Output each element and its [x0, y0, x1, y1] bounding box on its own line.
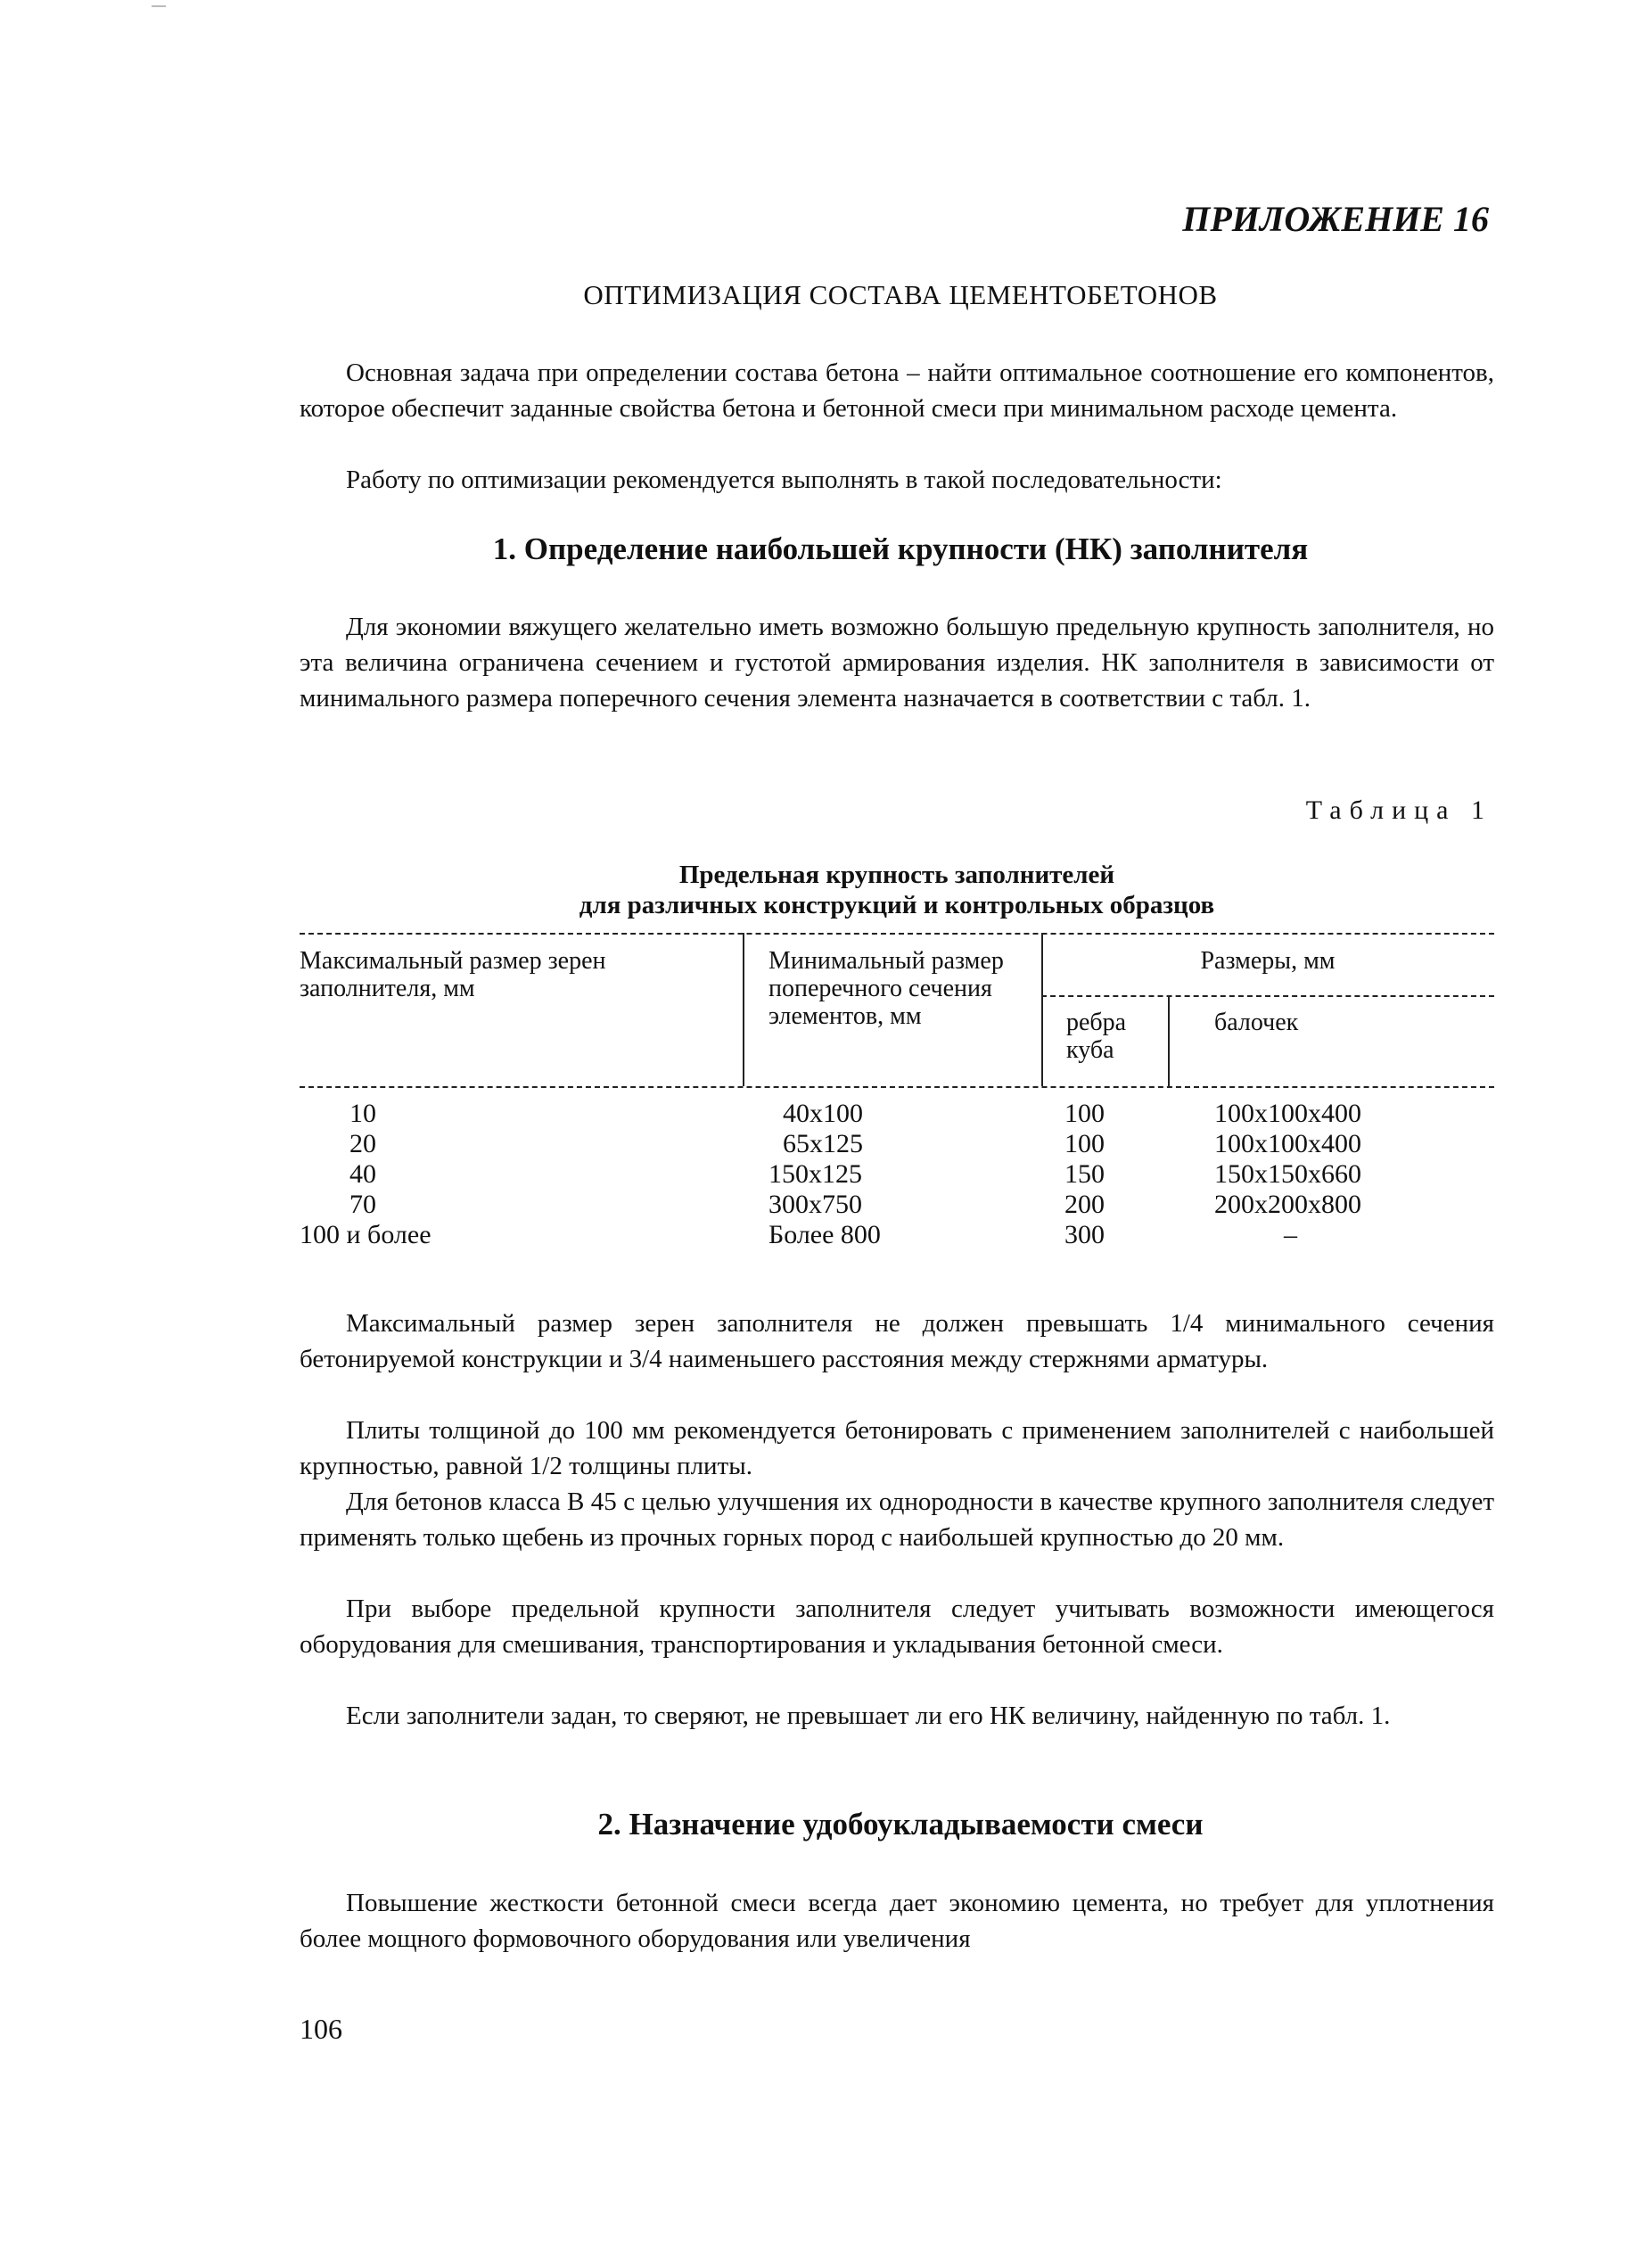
- table-caption: [300, 860, 1494, 920]
- cell-beam-size: –: [1284, 1220, 1297, 1249]
- cell-grain-size: 40: [349, 1159, 376, 1189]
- header-cube-edge: ребра куба: [1066, 1009, 1127, 1064]
- cell-grain-size: 70: [349, 1190, 376, 1219]
- appendix-label: ПРИЛОЖЕНИЕ 16: [1182, 199, 1489, 239]
- page-number: 106: [300, 2013, 342, 2045]
- body-paragraph-2: Плиты толщиной до 100 мм рекомендуется бетонировать с применением заполнителей с наибольшей крупностью, равной 1/2 толщины плиты.: [300, 1416, 1494, 1480]
- cell-cube-edge: 200: [1064, 1190, 1105, 1219]
- body-paragraph-5: Если заполнители задан, то сверяют, не превышает ли его НК величину, найденную по табл. 1.: [346, 1702, 1391, 1730]
- cell-min-section: 65х125: [783, 1129, 863, 1158]
- cell-cube-edge: 150: [1064, 1159, 1105, 1189]
- cell-cube-edge: 300: [1064, 1220, 1105, 1249]
- table-subheader-rule: [1041, 995, 1494, 997]
- table-column-divider-1: [743, 933, 744, 1086]
- body-paragraph-3: Для бетонов класса В 45 с целью улучшения их однородности в качестве крупного заполнителя следует применять только щебень из прочных горных пород с наибольшей крупностью до 20 мм.: [300, 1487, 1494, 1552]
- table-column-divider-3: [1168, 995, 1170, 1086]
- section-2-heading: 2. Назначение удобоукладываемости смеси: [597, 1807, 1204, 1842]
- cell-cube-edge: 100: [1064, 1129, 1105, 1158]
- cell-min-section: 150х125: [768, 1159, 862, 1189]
- document-title: ОПТИМИЗАЦИЯ СОСТАВА ЦЕМЕНТОБЕТОНОВ: [583, 279, 1218, 310]
- intro-paragraph-2: Работу по оптимизации рекомендуется выполнять в такой последовательности:: [346, 466, 1222, 494]
- cell-min-section: Более 800: [768, 1220, 881, 1249]
- header-max-grain-size: Максимальный размер зерен заполнителя, мм: [300, 947, 606, 1002]
- scan-artifact: [152, 5, 166, 7]
- table-label: Таблица 1: [1305, 795, 1492, 825]
- cell-grain-size: 10: [349, 1099, 376, 1128]
- cell-beam-size: 150х150х660: [1214, 1159, 1361, 1189]
- cell-grain-size: 100 и более: [300, 1220, 431, 1249]
- header-min-section: Минимальный размер поперечного сечения элементов, мм: [768, 947, 1004, 1030]
- table-header-bottom-rule: [300, 1086, 1494, 1088]
- body-paragraph-4: При выборе предельной крупности заполнителя следует учитывать возможности имеющегося оборудования для смешивания, транспортирования и укладывания бетонной смеси.: [300, 1594, 1494, 1659]
- table-caption-line-2: для различных конструкций и контрольных образцов: [579, 891, 1215, 919]
- cell-beam-size: 200х200х800: [1214, 1190, 1361, 1219]
- section-1-paragraph: Для экономии вяжущего желательно иметь возможно большую предельную крупность заполнителя, но эта величина ограничена сечением и густотой армирования изделия. НК заполнителя в зависимости от минимального размера поперечного сечения элемента назначается в соответствии с табл. 1.: [300, 613, 1494, 713]
- cell-beam-size: 100х100х400: [1214, 1129, 1361, 1158]
- section-2-paragraph: Повышение жесткости бетонной смеси всегда дает экономию цемента, но требует для уплотнения более мощного формовочного оборудования или увеличения: [300, 1889, 1494, 1953]
- table-caption-line-1: Предельная крупность заполнителей: [678, 861, 1115, 889]
- cell-grain-size: 20: [349, 1129, 376, 1158]
- body-paragraph-1: Максимальный размер зерен заполнителя не должен превышать 1/4 минимального сечения бетонируемой конструкции и 3/4 наименьшего расстояния между стержнями арматуры.: [300, 1309, 1494, 1373]
- intro-paragraph-1: Основная задача при определении состава бетона – найти оптимальное соотношение его компонентов, которое обеспечит заданные свойства бетона и бетонной смеси при минимальном расходе цемента.: [300, 358, 1494, 423]
- section-1-heading: 1. Определение наибольшей крупности (НК) заполнителя: [492, 531, 1309, 566]
- cell-beam-size: 100х100х400: [1214, 1099, 1361, 1128]
- header-sizes-group: Размеры, мм: [1200, 947, 1336, 975]
- header-beams: балочек: [1214, 1009, 1299, 1036]
- cell-cube-edge: 100: [1064, 1099, 1105, 1128]
- cell-min-section: 40х100: [783, 1099, 863, 1128]
- table-top-rule: [300, 933, 1494, 935]
- cell-min-section: 300х750: [768, 1190, 862, 1219]
